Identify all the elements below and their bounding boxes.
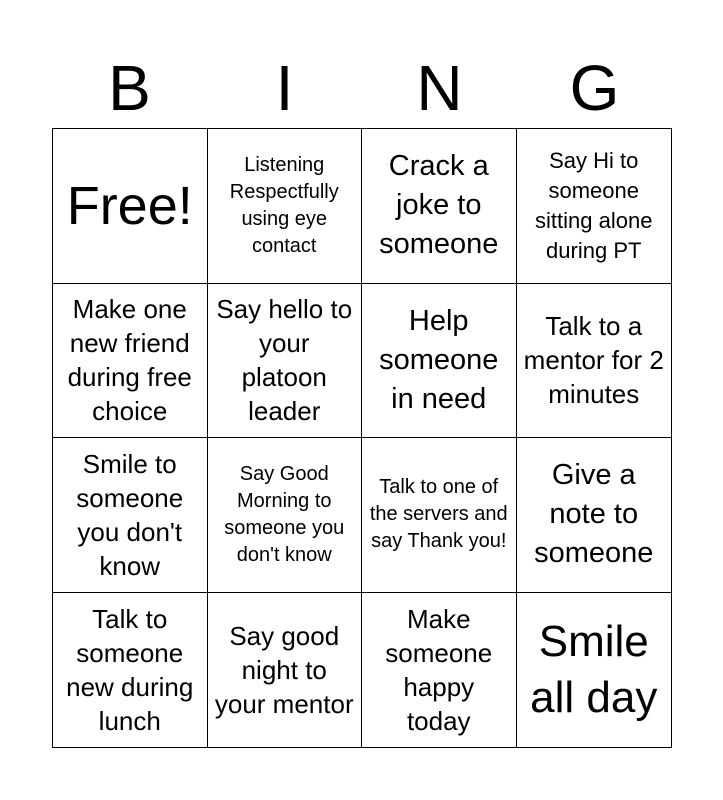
bingo-grid <box>52 128 672 748</box>
bingo-cell-r1c4[interactable] <box>517 129 672 284</box>
cell-text: Free! <box>66 175 193 236</box>
bingo-cell-r3c4[interactable] <box>517 438 672 593</box>
cell-text: Smile all day <box>530 616 658 722</box>
bingo-cell-r2c3[interactable] <box>362 284 517 439</box>
cell-text: Talk to a mentor for 2 minutes <box>523 311 664 410</box>
cell-text: Make someone happy today <box>385 603 493 736</box>
cell-text: Smile to someone you don't know <box>76 448 184 581</box>
cell-text: Listening Respectfully using eye contact <box>229 153 339 257</box>
bingo-cell-r1c2[interactable] <box>208 129 363 284</box>
cell-text: Make one new friend during free choice <box>67 294 192 427</box>
header-letter-g: G <box>569 52 620 124</box>
bingo-cell-r2c2[interactable] <box>208 284 363 439</box>
header-letter-n: N <box>416 52 463 124</box>
cell-text: Say Good Morning to someone you don't know <box>224 462 345 566</box>
bingo-header <box>52 48 672 128</box>
cell-text: Give a note to someone <box>534 459 654 570</box>
bingo-cell-r4c3[interactable] <box>362 593 517 748</box>
bingo-cell-r3c3[interactable] <box>362 438 517 593</box>
cell-text: Say hello to your platoon leader <box>216 294 353 427</box>
bingo-cell-r2c1[interactable] <box>53 284 208 439</box>
cell-text: Say Hi to someone sitting alone during PT <box>535 147 653 263</box>
bingo-cell-r1c3[interactable] <box>362 129 517 284</box>
cell-text: Talk to one of the servers and say Thank you! <box>369 476 508 553</box>
bingo-cell-r1c1[interactable] <box>53 129 208 284</box>
bingo-cell-r4c4[interactable] <box>517 593 672 748</box>
bingo-cell-r3c2[interactable] <box>208 438 363 593</box>
header-letter-i: I <box>275 52 294 124</box>
cell-text: Help someone in need <box>379 304 499 415</box>
bingo-cell-r2c4[interactable] <box>517 284 672 439</box>
cell-text: Talk to someone new during lunch <box>66 603 194 736</box>
bingo-cell-r4c2[interactable] <box>208 593 363 748</box>
cell-text: Say good night to your mentor <box>214 620 354 719</box>
cell-text: Crack a joke to someone <box>379 150 499 261</box>
bingo-cell-r4c1[interactable] <box>53 593 208 748</box>
header-letter-b: B <box>108 52 151 124</box>
bingo-cell-r3c1[interactable] <box>53 438 208 593</box>
